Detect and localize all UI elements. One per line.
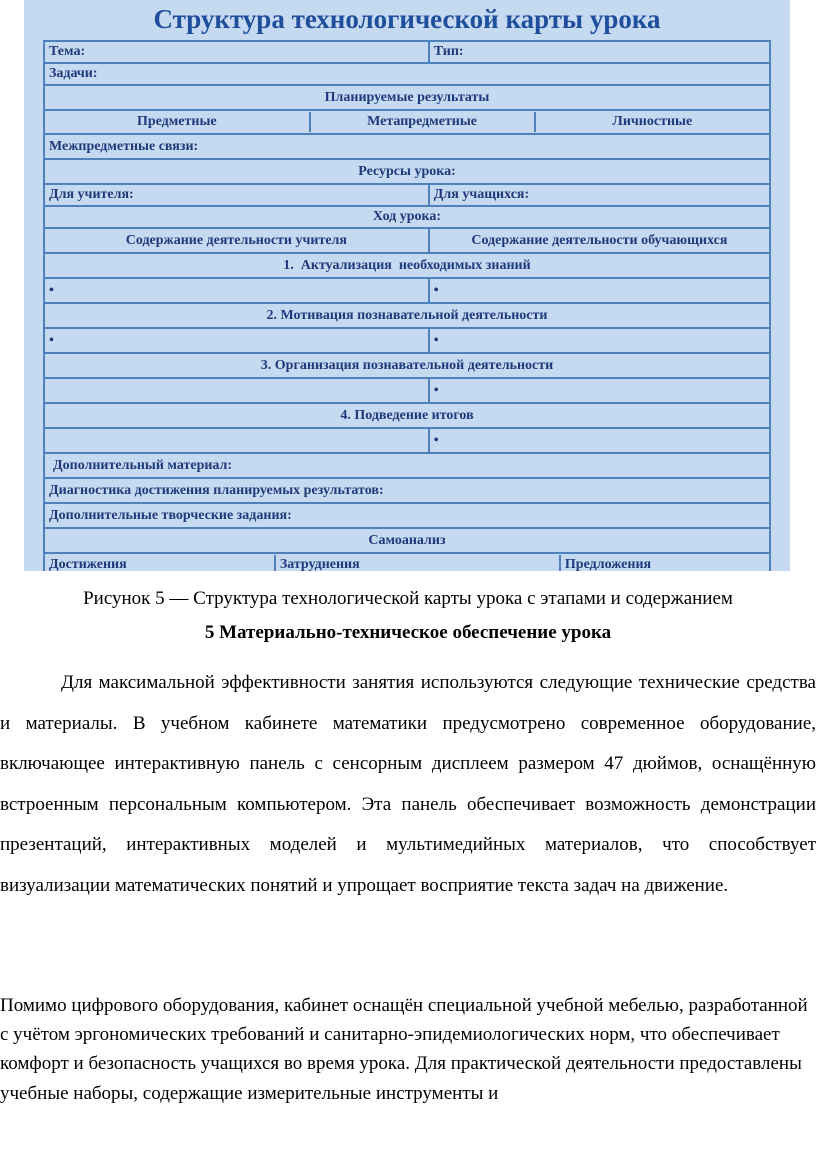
cell-diagnostics: Диагностика достижения планируемых результатов: xyxy=(44,478,770,503)
table-row xyxy=(44,206,770,228)
cell-achievements: Достижения xyxy=(45,555,275,571)
cell-creative-tasks: Дополнительные творческие задания: xyxy=(44,503,770,528)
table-row xyxy=(44,134,770,159)
table-row xyxy=(44,553,770,571)
cell-planned-results: Планируемые результаты xyxy=(44,85,770,110)
figure-caption: Рисунок 5 — Структура технологической карты урока с этапами и содержанием xyxy=(83,588,733,609)
table-row xyxy=(44,528,770,553)
table-row xyxy=(44,428,770,453)
table-row xyxy=(44,159,770,184)
table-row xyxy=(44,503,770,528)
table-row xyxy=(44,478,770,503)
analysis-subtable xyxy=(45,555,769,571)
cell-bullet: • xyxy=(429,428,770,453)
cell-interdisciplinary: Межпредметные связи: xyxy=(44,134,770,159)
cell-self-analysis: Самоанализ xyxy=(44,528,770,553)
table-row xyxy=(44,184,770,206)
cell-tip: Тип: xyxy=(429,41,770,63)
cell-difficulties: Затруднения xyxy=(275,555,560,571)
cell-lesson-course: Ход урока: xyxy=(44,206,770,228)
cell-lichnostnye: Личностные xyxy=(612,114,693,129)
body-paragraph: Помимо цифрового оборудования, кабинет оснащён специальной учебной мебелью, разработанной с учётом эргономических требований и санитарно-эпидемиологических норм, что обеспечивает комфорт и безопасность учащихся во время урока. Для практической деятельности предоставлены учебные наборы, содержащие измерительные инструменты и xyxy=(0,995,808,1104)
body-paragraph: Для максимальной эффективности занятия используются следующие технические средства и материалы. В учебном кабинете математики предусмотрено современное оборудование, включающее интерактивную панель с сенсорным дисплеем размером 47 дюймов, оснащённую встроенным персональным компьютером. Эта панель обеспечивает возможность демонстрации презентаций, интерактивных моделей и мультимедийных материалов, что способствует визуализации математических понятий и упрощает восприятие текста задач на движение. xyxy=(0,672,816,896)
cell-stage-1: 1. Актуализация необходимых знаний xyxy=(44,253,770,278)
table-row xyxy=(44,41,770,63)
cell-stage-3: 3. Организация познавательной деятельности xyxy=(44,353,770,378)
cell-predmetnye: Предметные xyxy=(45,112,310,132)
cell-proposals: Предложения xyxy=(564,557,652,571)
cell-bullet: • xyxy=(44,328,429,353)
lesson-map-table xyxy=(43,40,771,571)
cell-for-students: Для учащихся: xyxy=(429,184,770,206)
table-row xyxy=(44,63,770,85)
table-row xyxy=(44,403,770,428)
table-row xyxy=(44,110,770,134)
table-row xyxy=(44,85,770,110)
figure-lesson-map-structure xyxy=(24,0,790,571)
table-row xyxy=(44,278,770,303)
section-heading: 5 Материально-техническое обеспечение урока xyxy=(204,622,612,643)
results-subtable xyxy=(45,112,769,132)
cell-for-teacher: Для учителя: xyxy=(44,184,429,206)
figure-title: Структура технологической карты урока xyxy=(153,4,661,34)
table-row xyxy=(44,328,770,353)
cell-resources: Ресурсы урока: xyxy=(44,159,770,184)
cell-bullet: • xyxy=(44,278,429,303)
cell-bullet: • xyxy=(429,328,770,353)
table-row xyxy=(44,453,770,478)
cell-teacher-activity: Содержание деятельности учителя xyxy=(44,228,429,253)
cell-bullet: • xyxy=(429,278,770,303)
cell-additional-material: Дополнительный материал: xyxy=(44,453,770,478)
table-row xyxy=(44,303,770,328)
cell-stage-2: 2. Мотивация познавательной деятельности xyxy=(44,303,770,328)
table-row xyxy=(44,353,770,378)
table-row xyxy=(44,228,770,253)
cell-stage-4: 4. Подведение итогов xyxy=(44,403,770,428)
cell-empty xyxy=(44,428,429,453)
cell-empty xyxy=(44,378,429,403)
cell-student-activity: Содержание деятельности обучающихся xyxy=(429,228,770,253)
table-row xyxy=(44,253,770,278)
table-row xyxy=(44,378,770,403)
cell-bullet: • xyxy=(429,378,770,403)
cell-zadachi: Задачи: xyxy=(44,63,770,85)
cell-metapredmetnye: Метапредметные xyxy=(310,112,535,132)
cell-tema: Тема: xyxy=(44,41,429,63)
